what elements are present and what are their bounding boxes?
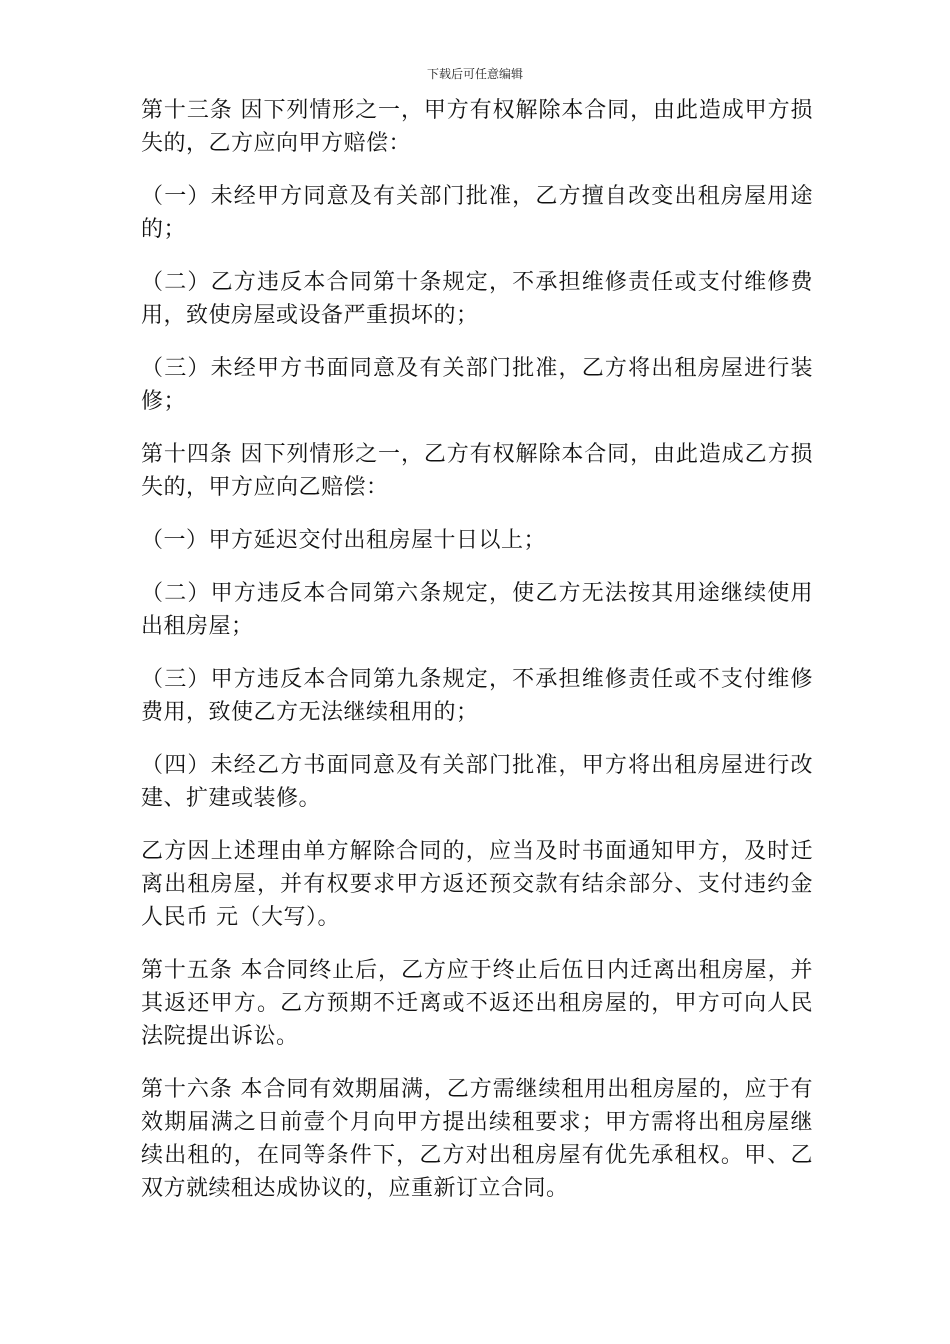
clause-14-item-4: （四）未经乙方书面同意及有关部门批准，甲方将出租房屋进行改建、扩建或装修。 xyxy=(141,753,813,811)
clause-14-termination-note: 乙方因上述理由单方解除合同的，应当及时书面通知甲方，及时迁离出租房屋，并有权要求甲方返还预交款有结余部分、支付违约金人民币 元（大写）。 xyxy=(141,839,813,930)
clause-13-item-3: （三）未经甲方书面同意及有关部门批准，乙方将出租房屋进行装修； xyxy=(141,356,813,414)
clause-13-item-2: （二）乙方违反本合同第十条规定，不承担维修责任或支付维修费用，致使房屋或设备严重损坏的； xyxy=(141,270,813,328)
clause-16: 第十六条 本合同有效期届满，乙方需继续租用出租房屋的，应于有效期届满之日前壹个月向甲方提出续租要求；甲方需将出租房屋继续出租的，在同等条件下，乙方对出租房屋有优先承租权。甲、乙双方就续租达成协议的，应重新订立合同。 xyxy=(141,1077,813,1201)
clause-14-item-3: （三）甲方违反本合同第九条规定，不承担维修责任或不支付维修费用，致使乙方无法继续租用的； xyxy=(141,667,813,725)
clause-14-item-2: （二）甲方违反本合同第六条规定，使乙方无法按其用途继续使用出租房屋； xyxy=(141,581,813,639)
document-body xyxy=(141,94,813,1225)
clause-14-item-1: （一）甲方延迟交付出租房屋十日以上； xyxy=(141,528,547,553)
clause-15: 第十五条 本合同终止后，乙方应于终止后伍日内迁离出租房屋，并其返还甲方。乙方预期不迁离或不返还出租房屋的，甲方可向人民法院提出诉讼。 xyxy=(141,958,813,1049)
clause-14-intro: 第十四条 因下列情形之一，乙方有权解除本合同，由此造成乙方损失的，甲方应向乙赔偿： xyxy=(141,442,813,500)
clause-13-intro: 第十三条 因下列情形之一，甲方有权解除本合同，由此造成甲方损失的，乙方应向甲方赔偿： xyxy=(141,98,813,156)
clause-13-item-1: （一）未经甲方同意及有关部门批准，乙方擅自改变出租房屋用途的； xyxy=(141,184,813,242)
page-header: 下载后可任意编辑 xyxy=(426,67,523,81)
